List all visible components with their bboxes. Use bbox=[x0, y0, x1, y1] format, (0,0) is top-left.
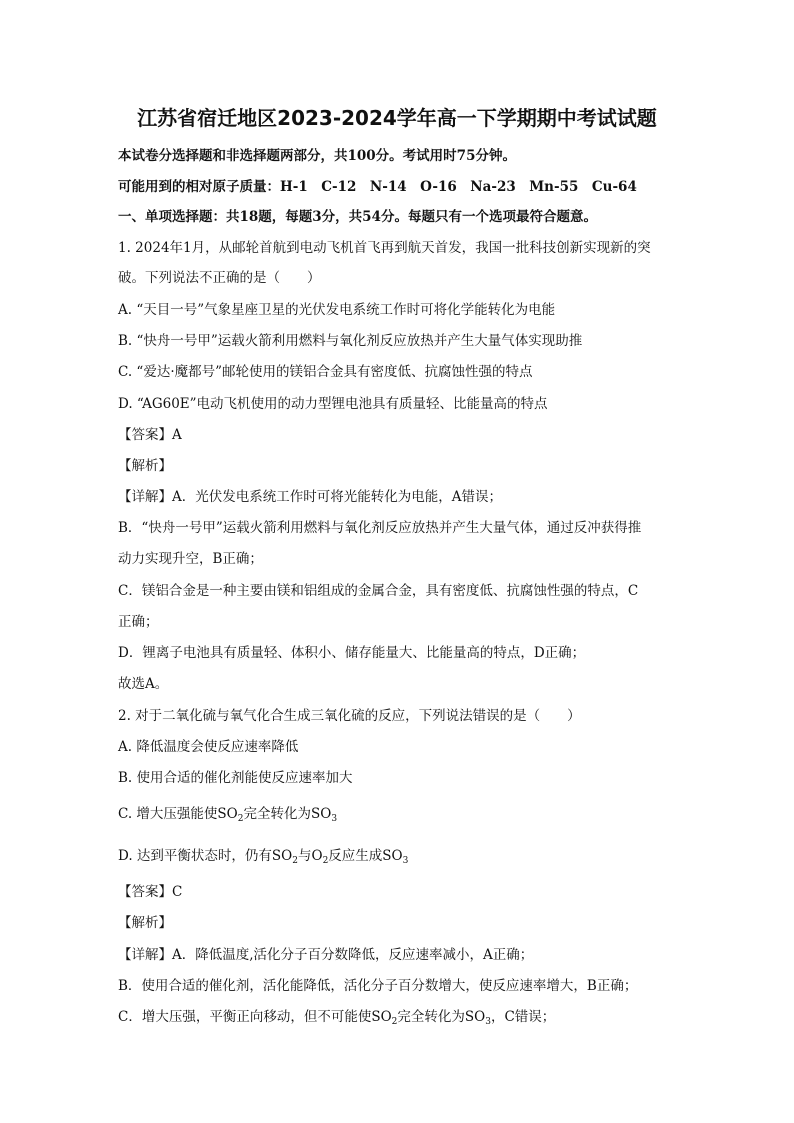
q1-option-a: A. “天目一号”气象星座卫星的光伏发电系统工作时可将化学能转化为电能 bbox=[118, 302, 556, 318]
atomic-masses: 可能用到的相对原子质量：H-1 C-12 N-14 O-16 Na-23 Mn-55 Cu-64 bbox=[118, 179, 637, 195]
q2-stem: 2. 对于二氧化硫与氧气化合生成三氧化硫的反应，下列说法错误的是（ ） bbox=[118, 708, 581, 724]
subscript: 3 bbox=[331, 814, 338, 824]
q1-detail-line4: C．镁铝合金是一种主要由镁和铝组成的金属合金，具有密度低、抗腐蚀性强的特点，C bbox=[118, 583, 639, 599]
q2-detail-line1: 【详解】A．降低温度,活化分子百分数降低，反应速率减小，A正确； bbox=[118, 947, 534, 963]
q1-analysis-label: 【解析】 bbox=[118, 458, 172, 474]
subscript: 2 bbox=[237, 814, 244, 824]
q2-analysis-label: 【解析】 bbox=[118, 915, 172, 931]
page-title: 江苏省宿迁地区2023-2024学年高一下学期期中考试试题 bbox=[137, 106, 657, 130]
q2-option-a: A. 降低温度会使反应速率降低 bbox=[118, 739, 299, 755]
q1-option-b: B. “快舟一号甲”运载火箭利用燃料与氧化剂反应放热并产生大量气体实现助推 bbox=[118, 333, 583, 349]
q2-option-c-pre: C. 增大压强能使SO bbox=[118, 806, 238, 822]
subscript: 3 bbox=[485, 1017, 491, 1027]
q1-option-d: D. “AG60E”电动飞机使用的动力型锂电池具有质量轻、比能量高的特点 bbox=[118, 396, 548, 412]
q2-option-c bbox=[118, 804, 337, 824]
q1-detail-line6: D．锂离子电池具有质量轻、体积小、储存能量大、比能量高的特点，D正确； bbox=[118, 645, 586, 661]
q2-detail-line3 bbox=[118, 1007, 555, 1027]
q2-option-d-post: 反应生成SO bbox=[328, 848, 403, 864]
section-heading: 一、单项选择题：共18题，每题3分，共54分。每题只有一个选项最符合题意。 bbox=[118, 209, 597, 225]
q1-stem-line2: 破。下列说法不正确的是（ ） bbox=[118, 270, 321, 286]
q2-detail-line3-post: ，C错误； bbox=[490, 1009, 556, 1025]
q2-detail-line3-mid: 完全转化为SO bbox=[397, 1009, 486, 1025]
q1-detail-line3: 动力实现升空，B正确； bbox=[118, 551, 263, 567]
subscript: 2 bbox=[292, 856, 298, 866]
subscript: 2 bbox=[322, 856, 329, 866]
q2-option-c-mid: 完全转化为SO bbox=[243, 806, 332, 822]
q1-detail-line1: 【详解】A．光伏发电系统工作时可将光能转化为电能，A错误； bbox=[118, 489, 502, 505]
q2-option-d-pre: D. 达到平衡状态时，仍有SO bbox=[118, 848, 293, 864]
q1-detail-line5: 正确； bbox=[118, 614, 159, 630]
q1-conclusion: 故选A。 bbox=[118, 676, 169, 692]
q2-detail-line2: B．使用合适的催化剂，活化能降低，活化分子百分数增大，使反应速率增大，B正确； bbox=[118, 978, 638, 994]
q1-answer: 【答案】A bbox=[118, 427, 182, 443]
q1-stem-line1: 1. 2024年1月，从邮轮首航到电动飞机首飞再到航天首发，我国一批科技创新实现新的突 bbox=[118, 240, 651, 256]
q1-option-c: C. “爱达·魔都号”邮轮使用的镁铝合金具有密度低、抗腐蚀性强的特点 bbox=[118, 364, 533, 380]
exam-note: 本试卷分选择题和非选择题两部分，共100分。考试用时75分钟。 bbox=[118, 148, 516, 164]
q2-detail-line3-pre: C．增大压强，平衡正向移动，但不可能使SO bbox=[118, 1009, 392, 1025]
subscript: 3 bbox=[402, 856, 409, 866]
q2-option-d bbox=[118, 846, 408, 866]
q2-answer: 【答案】C bbox=[118, 884, 183, 900]
q2-option-b: B. 使用合适的催化剂能使反应速率加大 bbox=[118, 770, 353, 786]
subscript: 2 bbox=[391, 1017, 398, 1027]
q1-detail-line2: B．“快舟一号甲”运载火箭利用燃料与氧化剂反应放热并产生大量气体，通过反冲获得推 bbox=[118, 520, 642, 536]
q2-option-d-mid: 与O bbox=[297, 848, 323, 864]
